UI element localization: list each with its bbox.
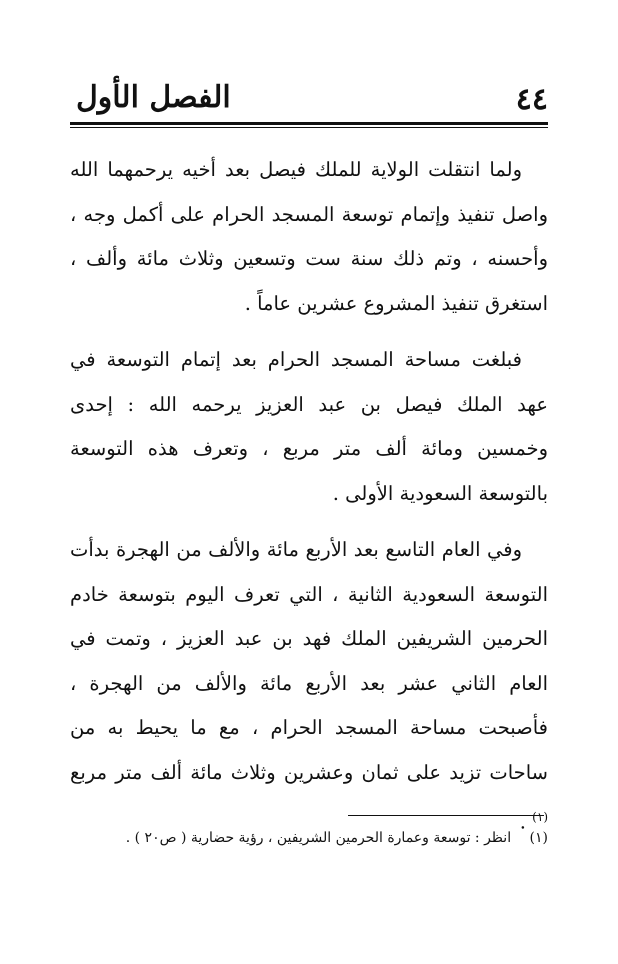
paragraph-3-text: وفي العام التاسع بعد الأربع مائة والألف من الهجرة بدأت التوسعة السعودية الثانية ، التي تعرف اليوم بتوسعة خادم الحرمين الشريفين الملك فهد بن عبد العزيز ، وتمت في العام الثاني عشر بعد الأربع مائة والألف من الهجرة ، فأصبحت مساحة المسجد الحرام ، مع ما يحيط به من ساحات تزيد على ثمان وعشرين وثلاث مائة ألف متر مربع [70,538,548,784]
footnote-reference: (١) [532,810,548,824]
footnote-separator [348,815,544,816]
page-header [70,80,548,126]
body-text [70,148,548,857]
header-rule [70,122,548,125]
paragraph-2: فبلغت مساحة المسجد الحرام بعد إتمام التوسعة في عهد الملك فيصل بن عبد العزيز يرحمه الله : إحدى وخمسين ومائة ألف متر مربع ، وتعرف هذه التوسعة بالتوسعة السعودية الأولى . [70,348,548,505]
page-number: ٤٤ [515,82,548,117]
header-rule-thin [70,127,548,128]
paragraph-1: ولما انتقلت الولاية للملك فيصل بعد أخيه يرحمهما الله واصل تنفيذ وإتمام توسعة المسجد الحرام على أكمل وجه ، وأحسنه ، وتم ذلك سنة ست وتسعين وثلاث مائة وألف ، استغرق تنفيذ المشروع عشرين عاماً . [70,158,548,315]
footnote [70,826,548,850]
chapter-title: الفصل الأول [76,80,231,115]
footnote-number: (١) [529,830,548,846]
footnote-text: انظر : توسعة وعمارة الحرمين الشريفين ، رؤية حضارية ( ص٢٠ ) . [125,830,512,846]
paragraph-3 [70,528,548,845]
paragraph-3-end: . [519,810,533,834]
